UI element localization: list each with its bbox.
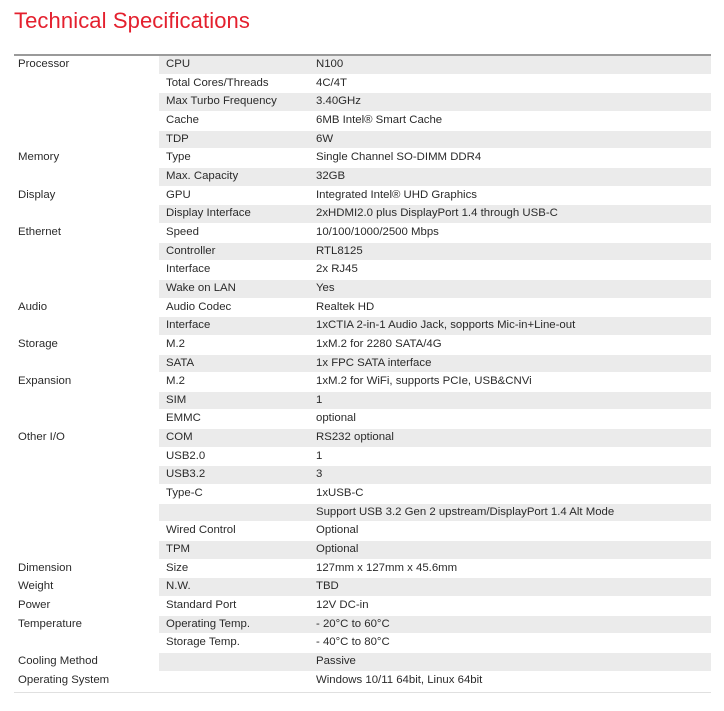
spec-row bbox=[14, 279, 711, 298]
spec-category bbox=[14, 391, 159, 410]
spec-value: RTL8125 bbox=[309, 242, 711, 261]
spec-category: Audio bbox=[14, 298, 159, 317]
spec-value: 1x FPC SATA interface bbox=[309, 354, 711, 373]
spec-item: Type bbox=[159, 149, 309, 168]
spec-category bbox=[14, 130, 159, 149]
spec-category bbox=[14, 541, 159, 560]
spec-category: Storage bbox=[14, 335, 159, 354]
spec-item: M.2 bbox=[159, 373, 309, 392]
spec-category: Memory bbox=[14, 149, 159, 168]
spec-row bbox=[14, 597, 711, 616]
spec-value: 127mm x 127mm x 45.6mm bbox=[309, 559, 711, 578]
spec-value: TBD bbox=[309, 578, 711, 597]
spec-category bbox=[14, 317, 159, 336]
spec-value: RS232 optional bbox=[309, 429, 711, 448]
spec-item: USB2.0 bbox=[159, 447, 309, 466]
spec-row bbox=[14, 578, 711, 597]
spec-item: Type-C bbox=[159, 485, 309, 504]
spec-row bbox=[14, 429, 711, 448]
spec-category bbox=[14, 466, 159, 485]
spec-category: Power bbox=[14, 597, 159, 616]
spec-row bbox=[14, 167, 711, 186]
spec-value: - 40°C to 80°C bbox=[309, 634, 711, 653]
spec-value: Yes bbox=[309, 279, 711, 298]
spec-item: USB3.2 bbox=[159, 466, 309, 485]
spec-value: 1xM.2 for WiFi, supports PCIe, USB&CNVi bbox=[309, 373, 711, 392]
spec-row bbox=[14, 485, 711, 504]
spec-category bbox=[14, 522, 159, 541]
spec-item: Total Cores/Threads bbox=[159, 74, 309, 93]
spec-row bbox=[14, 634, 711, 653]
spec-category: Processor bbox=[14, 56, 159, 74]
spec-row bbox=[14, 317, 711, 336]
spec-category: Display bbox=[14, 186, 159, 205]
bottom-divider bbox=[14, 692, 711, 693]
spec-row bbox=[14, 522, 711, 541]
spec-value: 6MB Intel® Smart Cache bbox=[309, 111, 711, 130]
spec-item: COM bbox=[159, 429, 309, 448]
spec-category: Temperature bbox=[14, 615, 159, 634]
spec-row bbox=[14, 503, 711, 522]
spec-category bbox=[14, 205, 159, 224]
spec-value: N100 bbox=[309, 56, 711, 74]
spec-item bbox=[159, 653, 309, 672]
spec-category bbox=[14, 93, 159, 112]
spec-category bbox=[14, 410, 159, 429]
spec-category bbox=[14, 167, 159, 186]
spec-item: Storage Temp. bbox=[159, 634, 309, 653]
spec-value: 2xHDMI2.0 plus DisplayPort 1.4 through USB-C bbox=[309, 205, 711, 224]
spec-value: 1 bbox=[309, 391, 711, 410]
spec-item: Interface bbox=[159, 317, 309, 336]
spec-item: Interface bbox=[159, 261, 309, 280]
spec-row bbox=[14, 74, 711, 93]
spec-category bbox=[14, 111, 159, 130]
spec-row bbox=[14, 391, 711, 410]
spec-category: Weight bbox=[14, 578, 159, 597]
spec-item: TPM bbox=[159, 541, 309, 560]
spec-row bbox=[14, 671, 711, 690]
spec-item: SIM bbox=[159, 391, 309, 410]
spec-row bbox=[14, 56, 711, 74]
spec-row bbox=[14, 261, 711, 280]
spec-category bbox=[14, 242, 159, 261]
spec-value: 1xM.2 for 2280 SATA/4G bbox=[309, 335, 711, 354]
spec-row bbox=[14, 149, 711, 168]
spec-category: Expansion bbox=[14, 373, 159, 392]
spec-item bbox=[159, 671, 309, 690]
spec-item: EMMC bbox=[159, 410, 309, 429]
spec-row bbox=[14, 335, 711, 354]
spec-row bbox=[14, 653, 711, 672]
spec-value: Integrated Intel® UHD Graphics bbox=[309, 186, 711, 205]
spec-category: Cooling Method bbox=[14, 653, 159, 672]
spec-row bbox=[14, 466, 711, 485]
spec-item: Audio Codec bbox=[159, 298, 309, 317]
spec-table-body bbox=[14, 56, 711, 690]
spec-value: 2x RJ45 bbox=[309, 261, 711, 280]
spec-row bbox=[14, 242, 711, 261]
spec-row bbox=[14, 93, 711, 112]
spec-item: Standard Port bbox=[159, 597, 309, 616]
spec-row bbox=[14, 615, 711, 634]
spec-row bbox=[14, 130, 711, 149]
spec-item: Wired Control bbox=[159, 522, 309, 541]
spec-value: - 20°C to 60°C bbox=[309, 615, 711, 634]
spec-category bbox=[14, 261, 159, 280]
spec-value: optional bbox=[309, 410, 711, 429]
spec-value: 3 bbox=[309, 466, 711, 485]
spec-value: 1xCTIA 2-in-1 Audio Jack, sopports Mic-in+Line-out bbox=[309, 317, 711, 336]
spec-category: Other I/O bbox=[14, 429, 159, 448]
spec-value: Passive bbox=[309, 653, 711, 672]
spec-category bbox=[14, 447, 159, 466]
spec-value: 3.40GHz bbox=[309, 93, 711, 112]
spec-item: TDP bbox=[159, 130, 309, 149]
spec-value: Realtek HD bbox=[309, 298, 711, 317]
spec-row bbox=[14, 111, 711, 130]
spec-value: 1 bbox=[309, 447, 711, 466]
spec-category: Dimension bbox=[14, 559, 159, 578]
spec-item: GPU bbox=[159, 186, 309, 205]
spec-row bbox=[14, 186, 711, 205]
spec-value: 10/100/1000/2500 Mbps bbox=[309, 223, 711, 242]
spec-category: Operating System bbox=[14, 671, 159, 690]
spec-row bbox=[14, 541, 711, 560]
page-title: Technical Specifications bbox=[14, 8, 250, 33]
spec-category bbox=[14, 354, 159, 373]
spec-value: 32GB bbox=[309, 167, 711, 186]
spec-category bbox=[14, 503, 159, 522]
spec-value: Optional bbox=[309, 541, 711, 560]
spec-category bbox=[14, 279, 159, 298]
spec-category bbox=[14, 485, 159, 504]
spec-value: 6W bbox=[309, 130, 711, 149]
spec-item: Display Interface bbox=[159, 205, 309, 224]
spec-item: Wake on LAN bbox=[159, 279, 309, 298]
spec-value: Support USB 3.2 Gen 2 upstream/DisplayPort 1.4 Alt Mode bbox=[309, 503, 711, 522]
spec-item: Controller bbox=[159, 242, 309, 261]
spec-row bbox=[14, 447, 711, 466]
spec-category bbox=[14, 74, 159, 93]
spec-item: Cache bbox=[159, 111, 309, 130]
spec-value: Windows 10/11 64bit, Linux 64bit bbox=[309, 671, 711, 690]
spec-row bbox=[14, 354, 711, 373]
spec-item: Size bbox=[159, 559, 309, 578]
spec-value: 4C/4T bbox=[309, 74, 711, 93]
spec-value: 12V DC-in bbox=[309, 597, 711, 616]
spec-item: Speed bbox=[159, 223, 309, 242]
spec-item bbox=[159, 503, 309, 522]
spec-row bbox=[14, 205, 711, 224]
spec-item: M.2 bbox=[159, 335, 309, 354]
spec-category bbox=[14, 634, 159, 653]
spec-item: Operating Temp. bbox=[159, 615, 309, 634]
spec-category: Ethernet bbox=[14, 223, 159, 242]
spec-value: Optional bbox=[309, 522, 711, 541]
spec-row bbox=[14, 410, 711, 429]
spec-table bbox=[14, 56, 711, 690]
spec-value: 1xUSB-C bbox=[309, 485, 711, 504]
spec-item: N.W. bbox=[159, 578, 309, 597]
spec-item: CPU bbox=[159, 56, 309, 74]
spec-item: SATA bbox=[159, 354, 309, 373]
spec-item: Max. Capacity bbox=[159, 167, 309, 186]
spec-row bbox=[14, 298, 711, 317]
spec-value: Single Channel SO-DIMM DDR4 bbox=[309, 149, 711, 168]
spec-row bbox=[14, 559, 711, 578]
spec-row bbox=[14, 373, 711, 392]
spec-item: Max Turbo Frequency bbox=[159, 93, 309, 112]
spec-row bbox=[14, 223, 711, 242]
